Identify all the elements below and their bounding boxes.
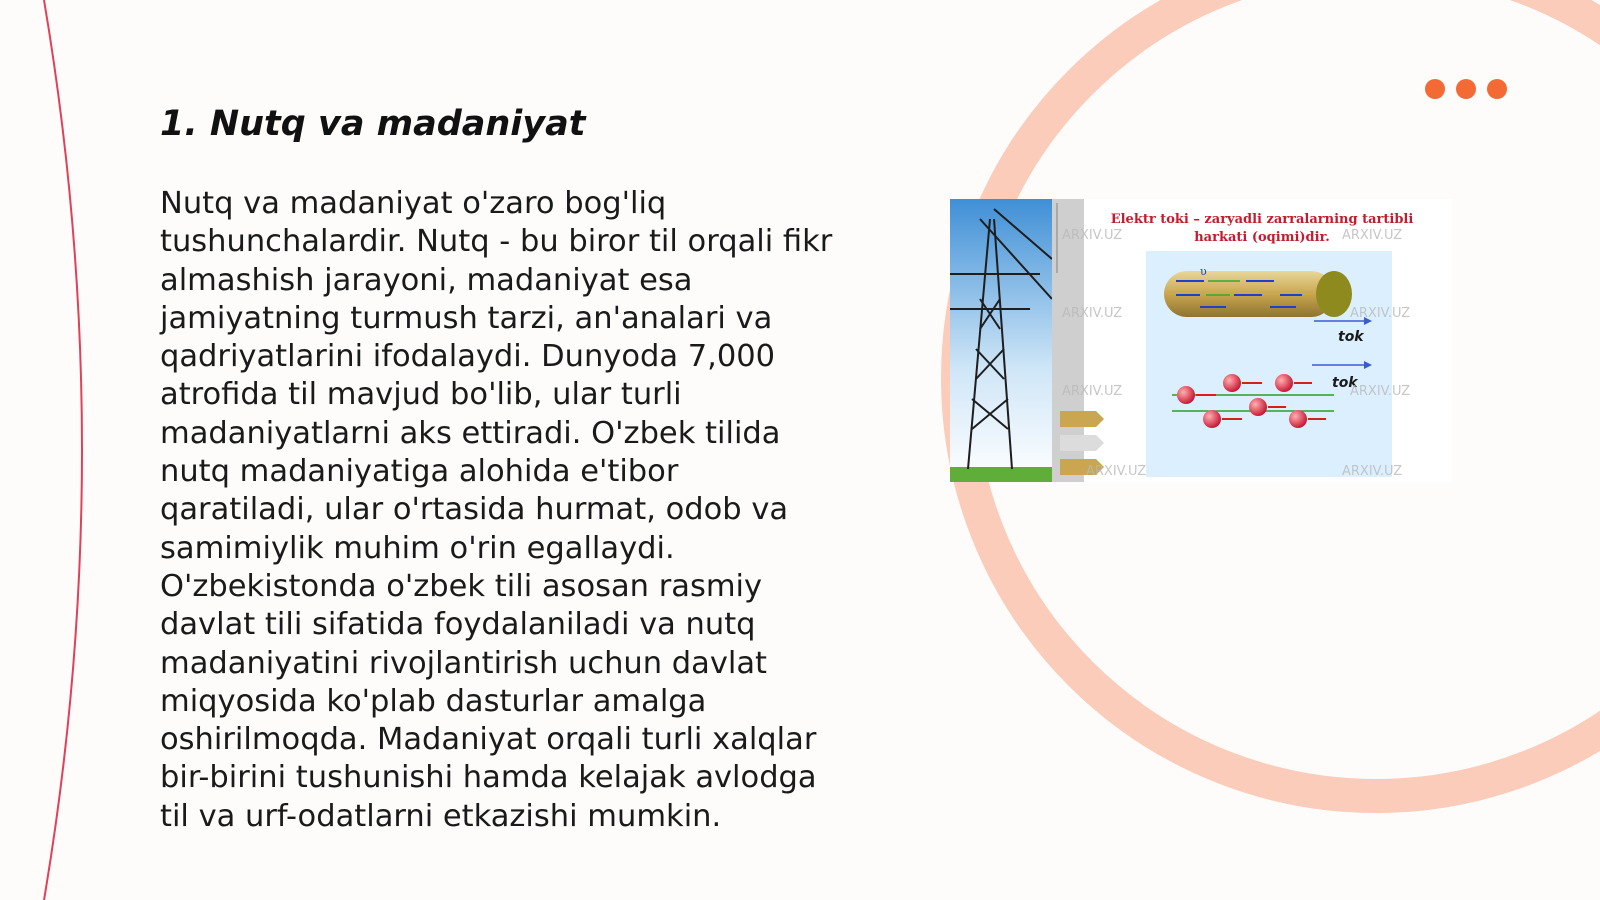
watermark-text: ARXIV.UZ — [1350, 306, 1411, 321]
slide-title: 1. Nutq va madaniyat — [160, 104, 586, 144]
velocity-symbol: υ — [1200, 265, 1207, 278]
watermark-text: ARXIV.UZ — [1342, 464, 1403, 479]
watermark-text: ARXIV.UZ — [1350, 384, 1411, 399]
menu-dots — [1425, 79, 1507, 99]
dot-icon — [1487, 79, 1507, 99]
watermark-text: ARXIV.UZ — [1342, 228, 1403, 243]
power-pylon-photo — [950, 199, 1052, 482]
figure-caption-line1: Elektr toki – zaryadli zarralarning tartibli — [1110, 212, 1414, 227]
left-edge-curve — [44, 0, 82, 900]
dot-icon — [1425, 79, 1445, 99]
watermark-text: ARXIV.UZ — [1062, 306, 1123, 321]
watermark-text: ARXIV.UZ — [1086, 464, 1147, 479]
figure-caption-line2: harkati (oqimi)dir. — [1194, 230, 1330, 245]
dot-icon — [1456, 79, 1476, 99]
watermark-text: ARXIV.UZ — [1062, 384, 1123, 399]
slide-body-text: Nutq va madaniyat o'zaro bog'liq tushunchalardir. Nutq - bu biror til orqali fikr almashish jarayoni, madaniyat esa jamiyatning turmush tarzi, an'analari va qadriyatlarini ifodalaydi. Dunyoda 7,000 atrofida til mavjud bo'lib, ular turli madaniyatlarni aks ettiradi. O'zbek tilida nutq madaniyatiga alohida e'tibor qaratiladi, ular o'rtasida hurmat, odob va samimiylik muhim o'rin egallaydi. O'zbekistonda o'zbek tili asosan rasmiy davlat tili sifatida foydalaniladi va nutq madaniyatini rivojlantirish uchun davlat miqyosida ko'plab dasturlar amalga oshirilmoqda. Madaniyat orqali turli xalqlar bir-birini tushunishi hamda kelajak avlodga til va urf-odatlarni etkazishi mumkin. — [160, 186, 833, 834]
watermark-text: ARXIV.UZ — [1062, 228, 1123, 243]
label-tok-1: tok — [1338, 329, 1364, 345]
label-tok-2: tok — [1332, 375, 1358, 391]
electric-current-illustration — [950, 199, 1452, 482]
